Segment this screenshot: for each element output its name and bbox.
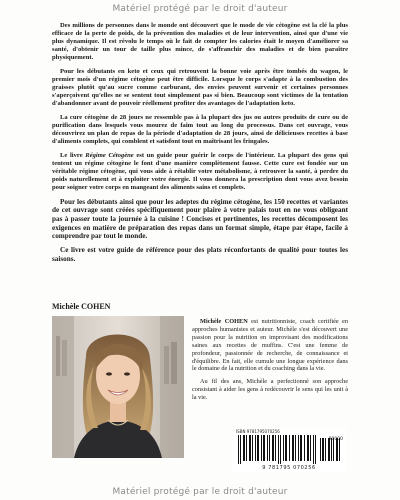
description-paragraph-4 <box>52 152 348 192</box>
paragraph-4-rest: est un guide pour guérir le corps de l'intérieur. La plupart des gens qui tentent un régime cétogène le font d'une manière complètement fausse. Cette cure est fondée sur un véritable régime cétogène, qui vous aide à rétablir votre métabolisme, à retrouver la santé, à perdre du poids naturellement et à exploiter votre énergie. Il vous donnera la prescription dont vous avez besoin pour soigner votre corps en mangeant des aliments sains et complets. <box>52 151 348 192</box>
price-code: 90000 <box>328 437 343 442</box>
copyright-watermark-top: Matériel protégé par le droit d'auteur <box>112 4 288 14</box>
bio-paragraph-1-text: est nutritionniste, coach certifiée en approches humanistes et auteur. Michèle s'est découvert une passion pour la nutrition en improvisant des modifications saines aux recettes de muffins. C'est une femme de profondeur, passionnée de recherche, de connaissance et d'équilibre. En fait, elle cumule une longue expérience dans le domaine de la nutrition et du coaching dans la vie. <box>192 318 348 373</box>
isbn-barcode <box>232 428 346 472</box>
copyright-watermark-bottom: Matériel protégé par le droit d'auteur <box>112 487 288 497</box>
author-biography <box>192 318 348 407</box>
description-paragraph-2: Pour les débutants en keto et ceux qui retrouvent la bonne voie après être tombés du wagon, le premier mois d'un régime cétogène peut être difficile. Lorsque le corps s'adapte à la combustion des graisses plutôt qu'au sucre comme carburant, des envies peuvent survenir et certaines personnes s'aperçoivent qu'elles ne se sentent tout simplement pas si bien. Beaucoup sont victimes de la tentation d'abandonner avant de pouvoir réellement profiter des avantages de l'adaptation keto. <box>52 67 348 108</box>
bio-author-name: Michèle COHEN <box>200 318 248 325</box>
description-paragraph-6: Ce livre est votre guide de référence pour des plats réconfortants de qualité pour toutes les saisons. <box>52 246 348 263</box>
bio-paragraph-2: Au fil des ans, Michèle a perfectionné son approche consistant à aider les gens à redécouvrir le sens qui les unit à la vie. <box>192 378 348 402</box>
author-heading: Michèle COHEN <box>52 302 111 311</box>
paragraph-4-start: Le livre <box>60 151 86 159</box>
author-photo <box>52 316 184 458</box>
isbn-label: ISBN 9781795070256 <box>236 429 280 434</box>
book-description <box>52 22 348 263</box>
bio-paragraph-1 <box>192 318 348 373</box>
description-paragraph-3: La cure cétogène de 28 jours ne ressemble pas à la plupart des jus ou autres produits de cure ou de purification dans lesquels vous mourez de faim tout au long du processus. Dans cet ouvrage, vous découvrirez un plan de repas de la période d'adaptation de 28 jours, ainsi de délicieuses recettes à base d'aliments complets, qui comblent et satisfont tout en maîtrisant les fringales. <box>52 113 348 146</box>
book-title-italic: Régime Cétogène <box>85 151 134 159</box>
barcode-number: 9 781795 070256 <box>262 465 316 471</box>
description-paragraph-1: Des millions de personnes dans le monde ont découvert que le mode de vie cétogène est la clé la plus efficace de la perte de poids, de la prévention des maladies et de leur intervention, ainsi que d'une vie plus dynamique. Il est révolu le temps où le fait de compter les calories était le moyen d'améliorer sa santé, d'obtenir un tour de taille plus mince, de s'affranchir des maladies et de bien paraître physiquement. <box>52 22 348 62</box>
description-paragraph-5: Pour les débutants ainsi que pour les adeptes du régime cétogène, les 150 recettes et variantes de cet ouvrage sont créées spécifiquement pour plaire à votre palais tout en ne vous obligeant pas à passer toute la journée à la cuisine ! Concises et pertinentes, les recettes décomposent les exigences en matière de préparation des repas dans un format simple, étape par étape, facile à comprendre par tout le monde. <box>52 197 348 241</box>
